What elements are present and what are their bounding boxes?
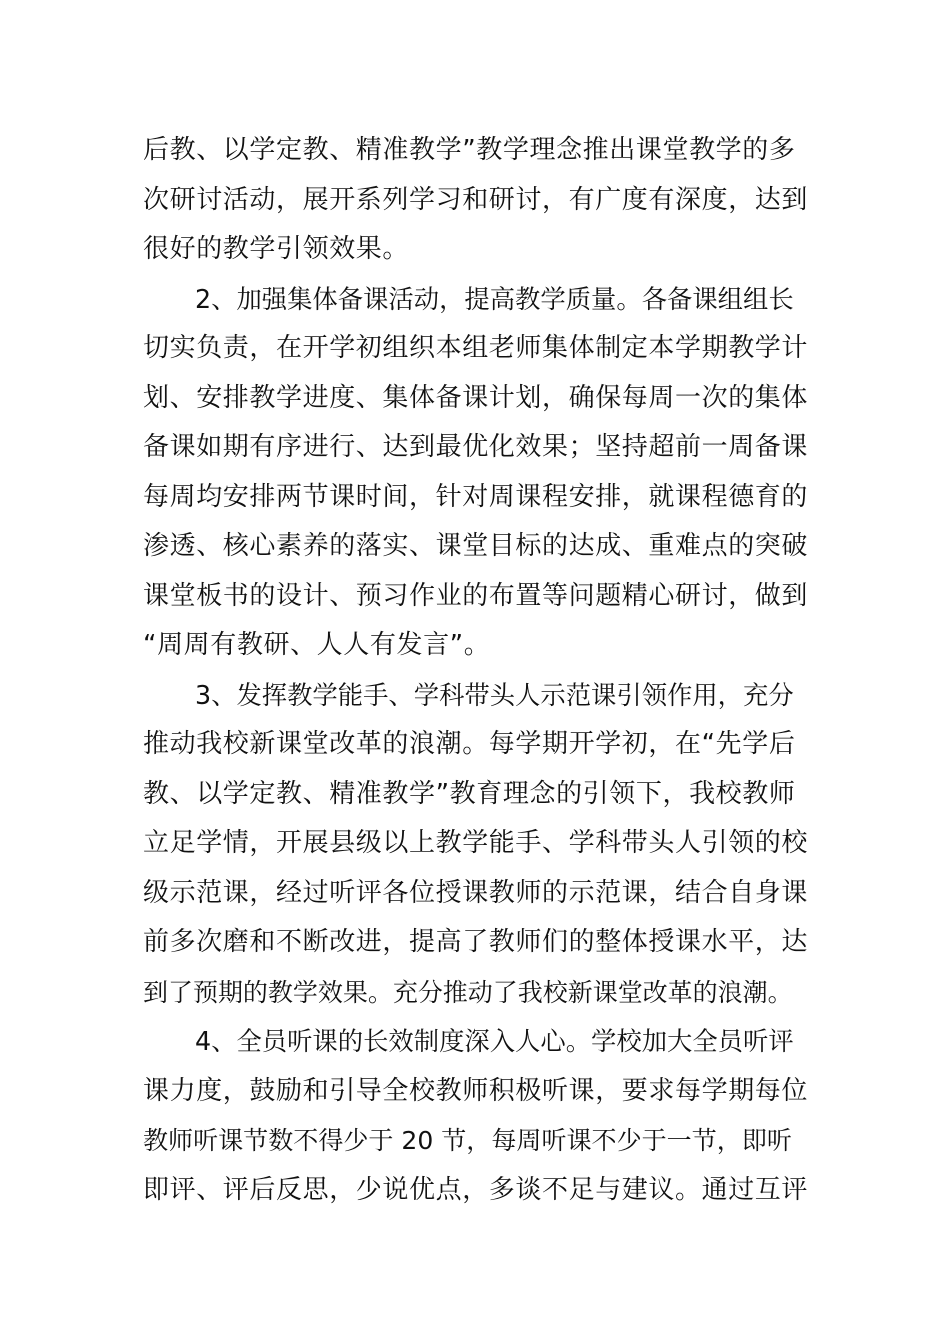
text-line: 切实负责，在开学初组织本组老师集体制定本学期教学计 [143, 333, 809, 363]
text-line: 划、安排教学进度、集体备课计划，确保每周一次的集体 [143, 382, 809, 413]
text-line: 课堂板书的设计、预习作业的布置等问题精心研讨，做到 [143, 580, 809, 611]
text-line: 次研讨活动，展开系列学习和研讨，有广度有深度，达到 [143, 184, 809, 215]
text-line: “周周有教研、人人有发言”。 [143, 630, 491, 660]
text-line: 很好的教学引领效果。 [143, 234, 410, 264]
text-line: 级示范课，经过听评各位授课教师的示范课，结合自身课 [143, 877, 809, 908]
text-line: 渗透、核心素养的落实、课堂目标的达成、重难点的突破 [143, 531, 809, 561]
paragraph-3-start: 3、发挥教学能手、学科带头人示范课引领作用，充分 [195, 679, 794, 710]
text-line: 教师听课节数不得少于 20 节，每周听课不少于一节，即听 [143, 1126, 792, 1155]
text-line: 立足学情，开展县级以上教学能手、学科带头人引领的校 [143, 828, 809, 858]
text-line: 到了预期的教学效果。充分推动了我校新课堂改革的浪潮。 [143, 977, 793, 1007]
text-line: 教、以学定教、精准教学”教育理念的引领下，我校教师 [143, 778, 796, 809]
text-line: 课力度，鼓励和引导全校教师积极听课，要求每学期每位 [143, 1075, 809, 1106]
text-line: 推动我校新课堂改革的浪潮。每学期开学初，在“先学后 [143, 729, 796, 759]
paragraph-2-start: 2、加强集体备课活动，提高教学质量。各备课组组长 [195, 283, 794, 314]
text-line: 每周均安排两节课时间，针对周课程安排，就课程德育的 [143, 481, 809, 512]
text-line: 前多次磨和不断改进，提高了教师们的整体授课水平，达 [143, 927, 809, 957]
body-text [143, 126, 808, 1215]
text-line: 备课如期有序进行、达到最优化效果；坚持超前一周备课 [143, 432, 809, 462]
text-line: 后教、以学定教、精准教学”教学理念推出课堂教学的多 [143, 135, 796, 165]
paragraph-4-start: 4、全员听课的长效制度深入人心。学校加大全员听评 [195, 1026, 794, 1056]
text-line: 即评、评后反思，少说优点，多谈不足与建议。通过互评 [143, 1174, 809, 1205]
